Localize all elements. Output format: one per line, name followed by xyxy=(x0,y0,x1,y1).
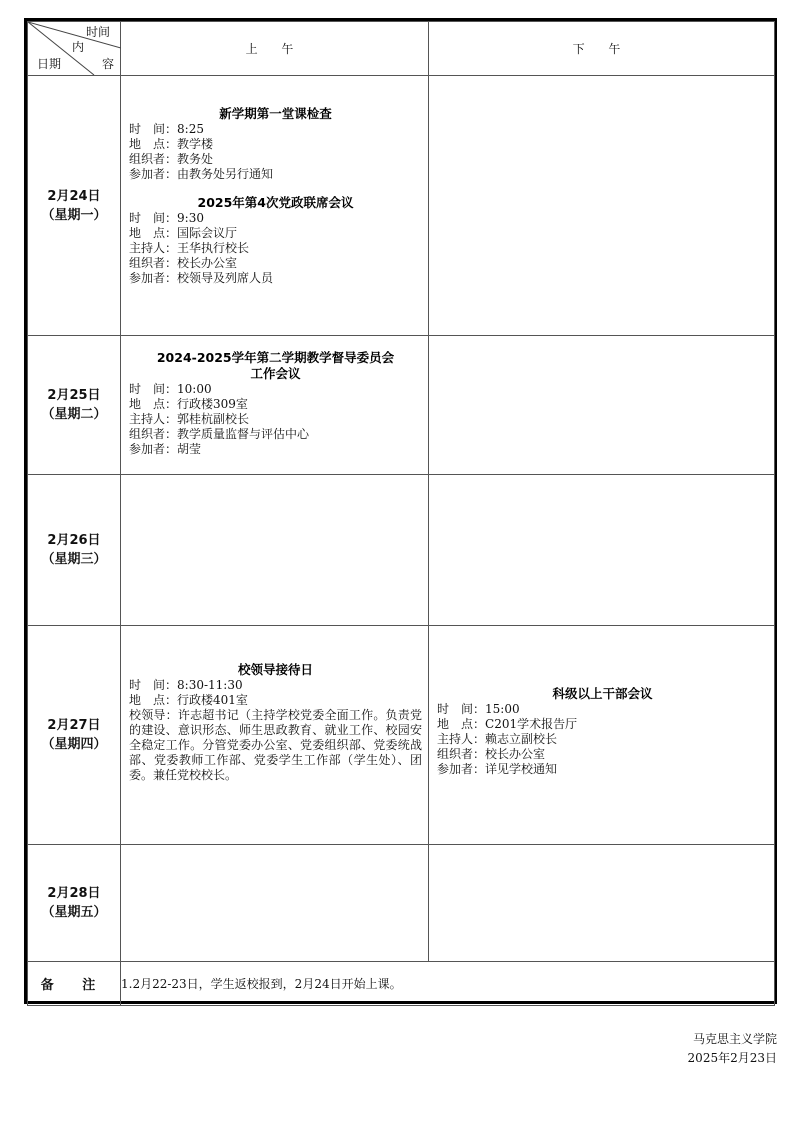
date-label: 2月25日 xyxy=(47,388,101,403)
day-row-tue xyxy=(28,336,775,475)
weekday-label: （星期二） xyxy=(41,407,107,422)
event-title: 2025年第4次党政联席会议 xyxy=(197,195,354,210)
event-detail-line: 时 间：9:30 xyxy=(129,211,204,225)
event-detail-line: 参加者：校领导及列席人员 xyxy=(129,271,274,285)
event-detail-line: 组织者：校长办公室 xyxy=(437,747,546,761)
event-title: 校领导接待日 xyxy=(237,662,313,677)
event-detail-line: 时 间：15:00 xyxy=(437,702,520,716)
date-cell xyxy=(28,475,121,626)
event-detail-line: 地 点：教学楼 xyxy=(129,137,214,151)
diag-content-label-1: 内 xyxy=(72,40,85,54)
date-label: 2月27日 xyxy=(47,718,101,733)
diag-content-label-2: 容 xyxy=(102,57,115,71)
date-cell xyxy=(28,336,121,475)
weekday-label: （星期五） xyxy=(41,905,107,920)
event-detail-line: 时 间：8:30-11:30 xyxy=(129,678,243,692)
date-cell xyxy=(28,845,121,962)
day-row-mon xyxy=(28,76,775,336)
date-label: 2月24日 xyxy=(47,188,101,204)
event-detail-line: 地 点：C201学术报告厅 xyxy=(437,717,578,731)
header-am: 上 午 xyxy=(121,22,429,76)
event-detail-line: 参加者：详见学校通知 xyxy=(437,762,558,776)
event-title: 2024-2025学年第二学期教学督导委员会 xyxy=(156,350,395,365)
remarks-text: 1.2月22-23日，学生返校报到，2月24日开始上课。 xyxy=(121,962,775,1006)
date-cell xyxy=(28,76,121,336)
remarks-row xyxy=(28,962,775,1006)
am-cell xyxy=(121,475,429,626)
event-title-cont: 工作会议 xyxy=(250,366,301,381)
event-detail-line: 参加者：胡莹 xyxy=(129,442,202,456)
event-title: 新学期第一堂课检查 xyxy=(219,106,332,121)
event-detail-line: 组织者：教务处 xyxy=(129,152,214,166)
footer-date: 2025年2月23日 xyxy=(687,1051,777,1065)
event-detail-line: 地 点：国际会议厅 xyxy=(129,226,238,240)
date-label: 2月26日 xyxy=(47,533,101,548)
event-description: 校领导：许志超书记（主持学校党委全面工作。负责党的建设、意识形态、师生思政教育、就业工作、校园安全稳定工作。分管党委办公室、党委组织部、党委统战部、党委教师工作部、党委学生工作部（学生处）、团委。兼任党校校长。 xyxy=(129,708,422,782)
event-detail-line: 组织者：校长办公室 xyxy=(129,256,238,270)
pm-cell xyxy=(429,845,775,962)
pm-cell xyxy=(429,336,775,475)
weekday-label: （星期三） xyxy=(41,552,107,567)
event-detail-line: 时 间：8:25 xyxy=(129,122,204,136)
diag-time-label: 时间 xyxy=(86,25,111,39)
schedule-sheet xyxy=(24,18,777,1004)
event-detail-line: 主持人：赖志立副校长 xyxy=(437,732,558,746)
date-cell xyxy=(28,626,121,845)
event-detail-line: 主持人：王华执行校长 xyxy=(129,241,250,255)
event-detail-line: 时 间：10:00 xyxy=(129,382,212,396)
event-detail-line: 地 点：行政楼401室 xyxy=(129,693,248,707)
day-row-thu xyxy=(28,626,775,845)
footer-org: 马克思主义学院 xyxy=(692,1032,777,1046)
day-row-fri xyxy=(28,845,775,962)
remarks-label: 备 注 xyxy=(28,962,121,1006)
event-detail-line: 组织者：教学质量监督与评估中心 xyxy=(129,427,310,441)
am-cell xyxy=(121,76,429,336)
pm-cell xyxy=(429,626,775,845)
schedule-table xyxy=(27,21,775,1006)
weekday-label: （星期一） xyxy=(41,207,107,223)
event-detail-line: 主持人：郭桂杭副校长 xyxy=(129,412,250,426)
pm-cell xyxy=(429,76,775,336)
am-cell xyxy=(121,845,429,962)
pm-cell xyxy=(429,475,775,626)
day-row-wed xyxy=(28,475,775,626)
event-title: 科级以上干部会议 xyxy=(552,686,653,701)
header-pm: 下 午 xyxy=(429,22,775,76)
event-detail-line: 参加者：由教务处另行通知 xyxy=(129,167,274,181)
am-cell xyxy=(121,626,429,845)
weekday-label: （星期四） xyxy=(41,737,107,752)
date-label: 2月28日 xyxy=(47,886,101,901)
event-detail-line: 地 点：行政楼309室 xyxy=(129,397,248,411)
diagonal-header-cell xyxy=(28,22,121,76)
am-cell xyxy=(121,336,429,475)
diag-date-label: 日期 xyxy=(37,57,62,71)
header-row xyxy=(28,22,775,76)
